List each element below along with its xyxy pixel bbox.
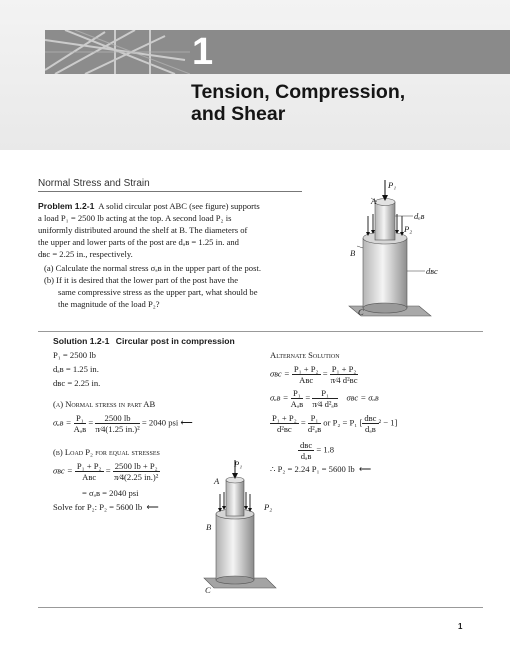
alt-eq3-or: or P₂ = P₁ [323, 417, 358, 428]
figure-label-p1: P₁ [388, 180, 397, 190]
figure2-label-c: C [205, 585, 211, 595]
chapter-title-line1: Tension, Compression, [191, 81, 406, 103]
alt-solution-title: Alternate Solution [270, 350, 340, 360]
chapter-title-line2: and Shear [191, 103, 286, 125]
sigma-ab-fraction-2: $\frac{2500 lb}{\text{π⁄4(1.25 in.)²}}$ [95, 413, 140, 434]
alt-result: ∴ P₂ = 2.24 P₁ = 5600 lb [270, 464, 355, 474]
alt-eq3-fraction-2: $\frac{\text{P₁}}{\text{d²ₐʙ}}$ [307, 413, 322, 434]
section-rule [38, 191, 302, 192]
solve-arrow-icon: ⟵ [144, 502, 159, 512]
alt-eq1: σʙc = $\frac{\text{P₁ + P₂}}{\text{Aʙc}}$ = $\frac{\text{P₁ + P₂}}{\text{π⁄4 d²ʙc}}$ [270, 364, 358, 385]
given-dbc: dʙc = 2.25 in. [53, 378, 101, 388]
alt-eq2-lhs: σₐʙ = [270, 392, 289, 403]
alt-eq1-fraction-1: $\frac{\text{P₁ + P₂}}{\text{Aʙc}}$ [293, 364, 319, 385]
alt-result-arrow-icon: ⟵ [356, 464, 372, 474]
solve-text: Solve for P₂: P₂ = 5600 lb [53, 502, 143, 512]
problem-label: Problem 1.2-1 [38, 201, 95, 211]
solve-line [53, 502, 159, 513]
figure2-label-b: B [206, 522, 212, 532]
problem-text-1: A solid circular post ABC (see figure) supports [98, 201, 260, 211]
figure-label-dab: dₐʙ [414, 211, 425, 221]
section-heading: Normal Stress and Strain [38, 178, 150, 189]
alt-eq3-fraction-1: $\frac{\text{P₁ + P₂}}{\text{d²ʙc}}$ [272, 413, 297, 434]
alt-ratio-value: = 1.8 [316, 444, 335, 455]
figure2-label-p1: P₁ [234, 459, 243, 469]
given-dab: dₐʙ = 1.25 in. [53, 364, 99, 374]
sigma-bc-line2: = σₐʙ = 2040 psi [82, 488, 139, 498]
alt-eq3-tail: ² − 1 [378, 417, 395, 428]
sigma-bc-lhs: σʙc = [53, 465, 73, 476]
page-number: 1 [458, 622, 463, 631]
figure2-label-a: A [214, 476, 220, 486]
sigma-ab-fraction-1: $\frac{\text{P₁}}{\text{Aₐʙ}}$ [73, 413, 87, 434]
sigma-bc-equation: σʙc = $\frac{\text{P₁ + P₂}}{\text{Aʙc}}$ = $\frac{\text{2500 lb + P₂}}{\text{π⁄4(2.25 in.)²}}$ [53, 461, 159, 482]
chapter-number: 1 [192, 31, 214, 73]
alt-result-line [270, 464, 371, 475]
solution-heading: Solution 1.2-1 [53, 336, 110, 346]
problem-line-2: a load P₁ = 2500 lb acting at the top. A second load P₂ is [38, 213, 232, 223]
alt-eq2-rhs: σʙc = σₐʙ [346, 392, 379, 403]
figure-label-c: C [358, 307, 364, 317]
result-arrow-icon: ⟵ [180, 417, 193, 428]
part-a-title: (a) Normal stress in part AB [53, 399, 156, 409]
problem-line-5: dʙc = 2.25 in., respectively. [38, 249, 133, 259]
figure-label-b: B [350, 248, 356, 258]
alt-eq2-fraction-2: $\frac{\text{P₁}}{\text{π⁄4 d²ₐʙ}}$ [312, 388, 338, 409]
truss-photo-image [45, 30, 510, 74]
problem-line-4: the upper and lower parts of the post are dₐʙ = 1.25 in. and [38, 237, 239, 247]
alt-eq3: $\frac{\text{P₁ + P₂}}{\text{d²ʙc}}$ = $\frac{\text{P₁}}{\text{d²ₐʙ}}$ or P₂ = P₁ [ $\frac{\text{dʙc}}{\text{dₐʙ}}$ ² − 1] [272, 413, 398, 434]
alt-eq2: σₐʙ = $\frac{\text{P₁}}{\text{Aₐʙ}}$ = $\frac{\text{P₁}}{\text{π⁄4 d²ₐʙ}}$ σʙc = σₐʙ [270, 388, 379, 409]
alt-eq1-fraction-2: $\frac{\text{P₁ + P₂}}{\text{π⁄4 d²ʙc}}$ [330, 364, 358, 385]
solution-heading-row [53, 336, 235, 348]
figure-label-a: A [371, 196, 377, 206]
problem-part-b-3: the magnitude of the load P₂? [58, 299, 160, 309]
problem-line-3: uniformly distributed around the shelf at B. The diameters of [38, 225, 248, 235]
problem-part-a: (a) Calculate the normal stress σₐʙ in the upper part of the post. [44, 263, 261, 273]
figure-label-p2: P₂ [404, 224, 413, 234]
alt-eq3-bracket-fraction: $\frac{\text{dʙc}}{\text{dₐʙ}}$ [364, 413, 377, 434]
solution-rule [38, 331, 483, 332]
sigma-ab-lhs: σₐʙ = [53, 417, 72, 428]
sigma-ab-result: = 2040 psi [141, 417, 179, 428]
problem-line-1 [38, 201, 260, 213]
sigma-ab-equation: σₐʙ = $\frac{\text{P₁}}{\text{Aₐʙ}}$ = $\frac{2500 lb}{\text{π⁄4(1.25 in.)²}}$ = 2040 psi ⟵ [53, 413, 193, 434]
figure-label-dbc: dʙc [426, 266, 438, 276]
chapter-photo-strip [45, 30, 510, 74]
part-b-title: (b) Load P₂ for equal stresses [53, 447, 160, 457]
figure2-label-p2: P₂ [264, 502, 273, 512]
given-p1: P₁ = 2500 lb [53, 350, 96, 360]
problem-part-b-2: same compressive stress as the upper part, what should be [58, 287, 258, 297]
alt-ratio [298, 440, 334, 461]
alt-ratio-fraction: $\frac{\text{dʙc}}{\text{dₐʙ}}$ [300, 440, 313, 461]
sigma-bc-fraction-2: $\frac{\text{2500 lb + P₂}}{\text{π⁄4(2.25 in.)²}}$ [113, 461, 159, 482]
problem-part-b-1: (b) If it is desired that the lower part of the post have the [44, 275, 239, 285]
alt-eq1-lhs: σʙc = [270, 368, 290, 379]
alt-eq2-fraction-1: $\frac{\text{P₁}}{\text{Aₐʙ}}$ [290, 388, 304, 409]
solution-subheading: Circular post in compression [115, 336, 235, 346]
footer-rule [38, 607, 483, 608]
chapter-header-band [0, 0, 510, 150]
sigma-bc-fraction-1: $\frac{\text{P₁ + P₂}}{\text{Aʙc}}$ [76, 461, 102, 482]
